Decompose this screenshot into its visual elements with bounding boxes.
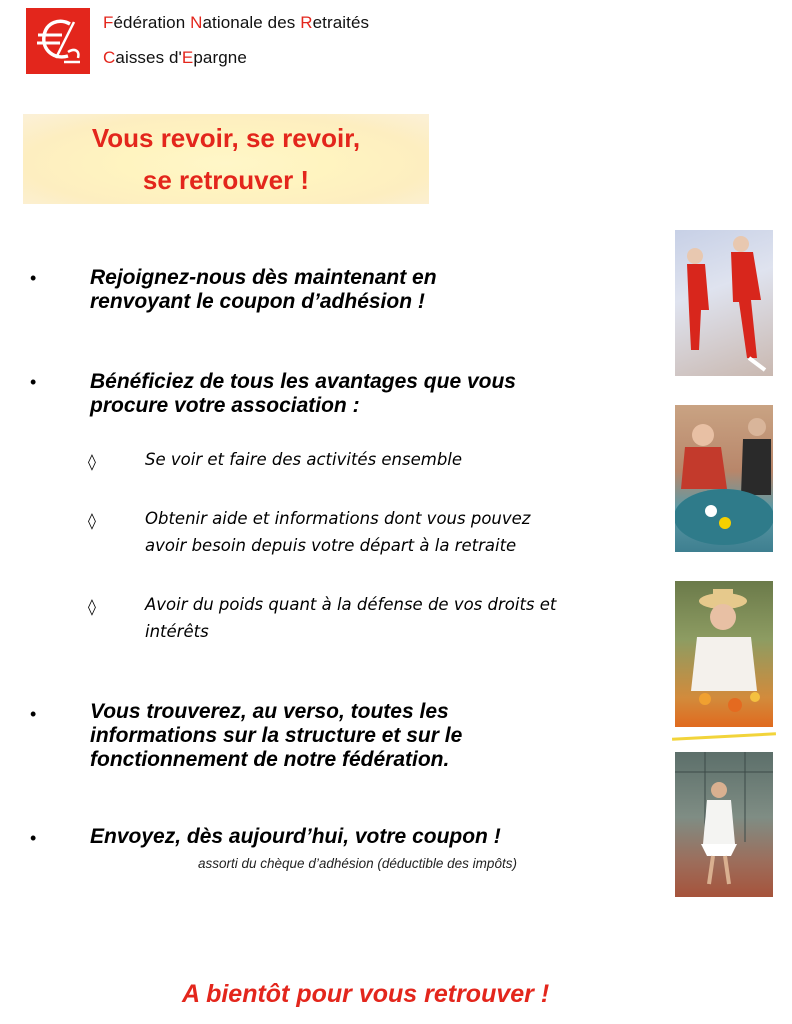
org-part: R: [300, 13, 313, 32]
text-line: Bénéficiez de tous les avantages que vous: [90, 370, 516, 393]
text-line: Se voir et faire des activités ensemble: [145, 450, 463, 469]
headline-banner: [23, 114, 429, 204]
text-line: fonctionnement de notre fédération.: [90, 748, 450, 771]
diamond-bullet: ◊: [88, 511, 96, 530]
text-line: Avoir du poids quant à la défense de vos droits et: [145, 595, 557, 614]
org-part: etraités: [312, 13, 370, 32]
photo-joggers: [675, 230, 773, 376]
org-part: aisses d': [115, 48, 182, 67]
org-name-line2: [103, 48, 247, 68]
diamond-bullet: ◊: [88, 597, 96, 616]
text-line: procure votre association :: [90, 394, 360, 417]
coupon-note: assorti du chèque d’adhésion (déductible des impôts): [198, 856, 517, 871]
text-line: Obtenir aide et informations dont vous pouvez: [145, 509, 531, 528]
photo-billiards: [675, 405, 773, 552]
bullet-text-benefits: [90, 370, 516, 418]
bullet-text-join: [90, 266, 437, 314]
org-part: pargne: [193, 48, 247, 67]
closing-line: A bientôt pour vous retrouver !: [182, 980, 550, 1008]
sub-item-activities: [145, 446, 462, 473]
headline-line2: se retrouver !: [142, 165, 310, 195]
org-part: C: [103, 48, 116, 67]
bullet-dot: •: [30, 704, 37, 724]
org-name-line1: [103, 13, 369, 33]
text-line: informations sur la structure et sur le: [90, 724, 463, 747]
org-part: ationale des: [202, 13, 301, 32]
text-line: intérêts: [145, 622, 209, 641]
text-line: renvoyant le coupon d’adhésion !: [90, 290, 425, 313]
text-line: Envoyez, dès aujourd’hui, votre coupon !: [90, 825, 501, 848]
bullet-dot: •: [30, 372, 37, 392]
diamond-bullet: ◊: [88, 452, 96, 471]
text-line: avoir besoin depuis votre départ à la retraite: [145, 536, 517, 555]
org-part: N: [190, 13, 203, 32]
photo-tennis-player: [675, 752, 773, 897]
headline-line1: Vous revoir, se revoir,: [91, 123, 361, 153]
bullet-text-coupon: [90, 825, 501, 849]
bullet-text-verso: [90, 700, 462, 772]
org-part: édération: [113, 13, 191, 32]
bullet-dot: •: [30, 268, 37, 288]
org-part: E: [181, 48, 194, 67]
text-line: Rejoignez-nous dès maintenant en: [90, 266, 437, 289]
caisse-epargne-logo: [26, 8, 90, 74]
photo-gardener: [675, 581, 773, 727]
org-part: F: [103, 13, 114, 32]
text-line: Vous trouverez, au verso, toutes les: [90, 700, 449, 723]
decorative-yellow-line: [672, 732, 776, 740]
bullet-dot: •: [30, 828, 37, 848]
sub-item-help: [145, 505, 530, 559]
sub-item-rights: [145, 591, 556, 645]
